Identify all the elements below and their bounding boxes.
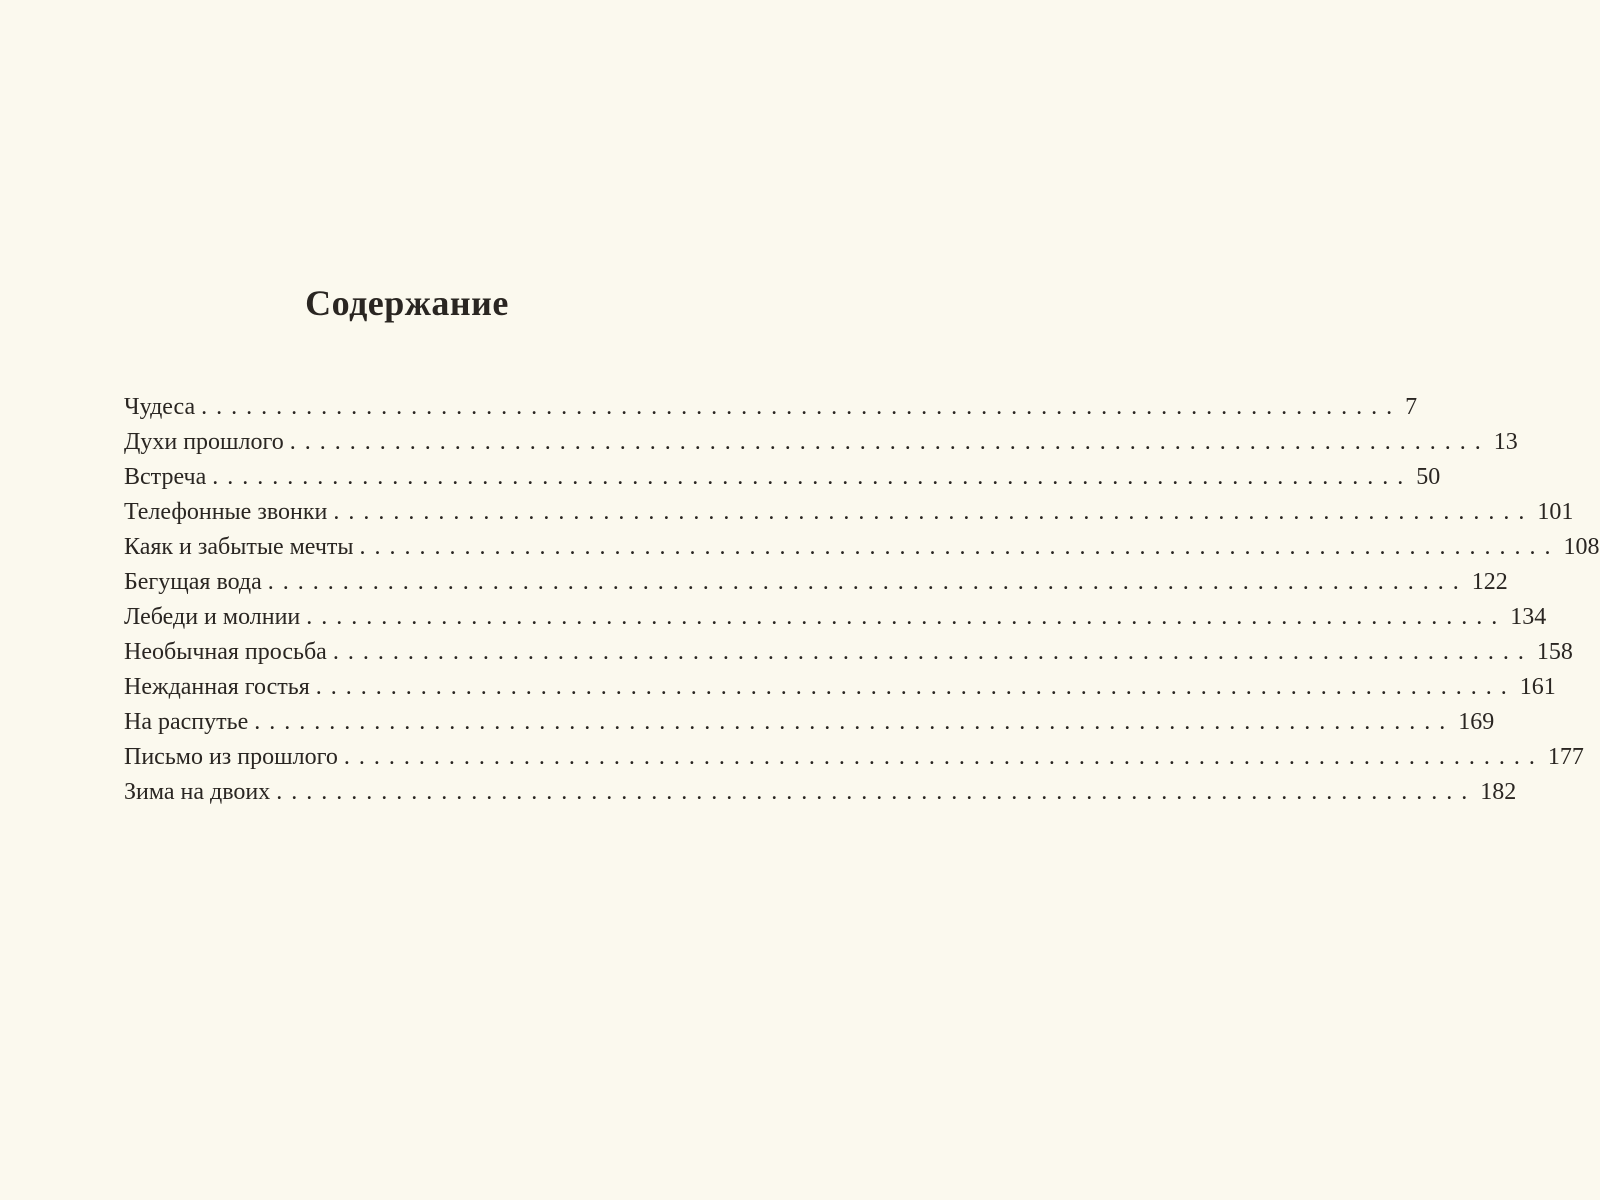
toc-entry: [124, 775, 1517, 810]
toc-entry-title: Письмо из прошлого: [124, 744, 338, 770]
toc-entry-title: Телефонные звонки: [124, 499, 328, 525]
page-title: Содержание: [305, 283, 509, 323]
toc-entry: [124, 565, 1508, 600]
toc-entry: [124, 705, 1495, 740]
toc-entry: [124, 670, 1556, 705]
toc-leader-dots: ................................................................................: [212, 464, 1413, 490]
toc-entry-page: 134: [1510, 604, 1547, 630]
toc-entry-title: На распутье: [124, 709, 249, 735]
toc-leader-dots: ................................................................................: [343, 744, 1544, 770]
toc-entry-title: Зима на двоих: [124, 779, 271, 805]
table-of-contents: [124, 390, 1600, 810]
toc-entry-page: 158: [1536, 639, 1573, 665]
toc-entry: [124, 740, 1584, 775]
toc-leader-dots: ................................................................................: [359, 534, 1560, 560]
toc-entry-title: Бегущая вода: [124, 569, 262, 595]
toc-entry-title: Чудеса: [124, 394, 196, 420]
toc-leader-dots: ................................................................................: [201, 394, 1402, 420]
toc-entry-page: 50: [1416, 464, 1441, 490]
toc-leader-dots: ................................................................................: [315, 674, 1516, 700]
toc-entry: [124, 390, 1418, 425]
toc-entry-title: Духи прошлого: [124, 429, 284, 455]
toc-entry-page: 13: [1493, 429, 1518, 455]
toc-entry-title: Необычная просьба: [124, 639, 327, 665]
toc-entry: [124, 460, 1441, 495]
toc-leader-dots: ................................................................................: [333, 499, 1534, 525]
toc-entry: [124, 530, 1600, 565]
toc-entry-page: 182: [1480, 779, 1517, 805]
toc-entry: [124, 600, 1547, 635]
toc-entry-title: Лебеди и молнии: [124, 604, 301, 630]
toc-leader-dots: ................................................................................: [254, 709, 1455, 735]
toc-entry: [124, 495, 1574, 530]
toc-entry-page: 169: [1458, 709, 1495, 735]
toc-entry-page: 177: [1547, 744, 1584, 770]
toc-entry-page: 108: [1563, 534, 1600, 560]
toc-entry: [124, 635, 1573, 670]
toc-entry-page: 161: [1519, 674, 1556, 700]
toc-leader-dots: ................................................................................: [306, 604, 1507, 630]
toc-entry-title: Каяк и забытые мечты: [124, 534, 354, 560]
toc-entry: [124, 425, 1518, 460]
toc-entry-page: 101: [1537, 499, 1574, 525]
toc-entry-title: Встреча: [124, 464, 207, 490]
toc-entry-page: 7: [1405, 394, 1418, 420]
toc-leader-dots: ................................................................................: [289, 429, 1490, 455]
toc-entry-page: 122: [1471, 569, 1508, 595]
toc-leader-dots: ................................................................................: [332, 639, 1533, 665]
toc-entry-title: Нежданная гостья: [124, 674, 310, 700]
toc-leader-dots: ................................................................................: [267, 569, 1468, 595]
toc-leader-dots: ................................................................................: [276, 779, 1477, 805]
